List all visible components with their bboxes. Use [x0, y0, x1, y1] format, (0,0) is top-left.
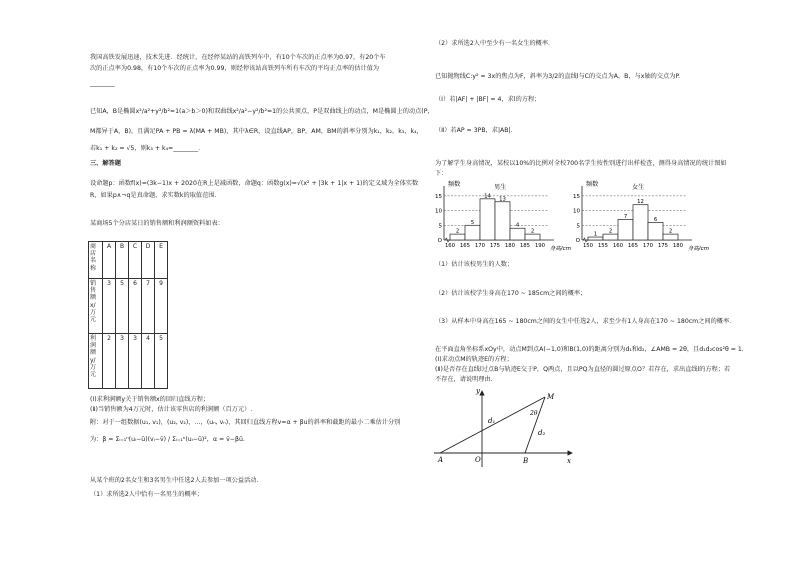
table-cell: 3 — [103, 279, 116, 334]
x-tick-label: 170 — [642, 243, 654, 249]
bar-value-label: 14 — [484, 193, 491, 200]
x-tick-label: 175 — [489, 243, 501, 249]
table-cell: 3 — [116, 334, 129, 389]
x-axis-title: 身高/cm — [549, 246, 571, 252]
y-tick-label: 5 — [438, 223, 442, 230]
q3-line1: 设命题p：函数f(x)=(3k−1)x + 2020在R上是减函数，命题q：函数g(x)=√(x² + |3k + 1|x + 1)的定义域为全体实数 — [90, 180, 419, 187]
q8-line3: (Ⅱ)是否存在直线l过点B与轨迹E交于P，Q两点，且以PQ为直径的圆过原点O？若存在，求出直线l的方程；若 — [435, 366, 731, 373]
histogram-bar — [510, 228, 525, 240]
geometry-diagram — [430, 385, 580, 470]
bar-value-label: 5 — [470, 219, 475, 226]
male-height-histogram — [432, 180, 571, 252]
table-cell: B — [116, 242, 129, 279]
q8-line4: 不存在，请说明理由. — [435, 376, 493, 383]
q4-part2: (Ⅱ)当销售额为4万元时，估计该零售店的利润额（百万元）. — [90, 406, 253, 413]
bar-value-label: 13 — [499, 196, 506, 203]
q8-line2: (Ⅰ)求动点M的轨迹E的方程； — [435, 356, 513, 363]
table-cell: 商店名称 — [89, 242, 103, 279]
bar-value-label: 12 — [637, 199, 644, 206]
y-origin-label: O — [575, 238, 580, 244]
histogram-bar — [633, 205, 648, 240]
q4-note1: 附：对于一组数据(u₁, v₁)，(u₂, v₂)，…，(uₙ, vₙ)，其回归直线方程v=α + βu的斜率和截距的最小二乘估计分别 — [90, 419, 401, 426]
table-cell: 5 — [116, 279, 129, 334]
table-cell: A — [103, 242, 116, 279]
table-row — [89, 334, 168, 389]
table-cell: 7 — [142, 279, 155, 334]
q6-part1: （Ⅰ）若|AF| + |BF| = 4，求l的方程； — [435, 96, 541, 103]
bar-value-label: 7 — [623, 213, 628, 220]
x-tick-label: 170 — [474, 243, 486, 249]
x-tick-label: 175 — [657, 243, 669, 249]
q4-note2: 为：β = Σᵢ₌₁ⁿ(uᵢ−ū)(vᵢ−v̄) / Σᵢ₌₁ⁿ(uᵢ−ū)²，α = v̄−βū. — [90, 436, 245, 443]
table-cell: 2 — [103, 334, 116, 389]
bar-value-label: 2 — [668, 228, 673, 235]
histogram-bar — [525, 234, 540, 240]
x-axis-label: x — [567, 457, 571, 465]
point-m-label: M — [547, 393, 555, 401]
q2-line1: 已知A，B是椭圆x²/a²+y²/b²=1(a＞b＞0)和双曲线x²/a²−y²/b²=1的公共顶点，P是双曲线上的动点，M是椭圆上的动点(P， — [90, 108, 434, 115]
y-axis-label: y — [476, 387, 480, 395]
table-cell: D — [142, 242, 155, 279]
bar-value-label: 2 — [455, 228, 460, 235]
y-axis-title: 频数 — [448, 181, 461, 188]
x-tick-label: 185 — [519, 243, 531, 249]
table-cell: 5 — [155, 334, 168, 389]
bar-value-label: 4 — [515, 222, 520, 229]
histogram-bar — [603, 234, 618, 240]
table-cell: 3 — [129, 334, 142, 389]
q3-line2: R，如果p∧¬q是真命题，求实数k的取值范围. — [90, 192, 217, 199]
table-cell: 利润额y/万元 — [89, 334, 103, 389]
point-a-label: A — [438, 456, 444, 464]
q7-intro-cont: 下： — [435, 170, 448, 177]
q5-part1: （1）求所选2人中恰有一名男生的概率； — [90, 491, 204, 498]
sales-table — [88, 241, 168, 389]
table-cell: C — [129, 242, 142, 279]
q1-blank: ________ — [90, 80, 115, 87]
table-cell: 销售额x/万元 — [89, 279, 103, 334]
d1-label: d₁ — [488, 417, 496, 425]
y-tick-label: 10 — [435, 208, 442, 215]
histogram-bar — [480, 199, 495, 240]
x-tick-label: 160 — [444, 243, 456, 249]
q7-part2: （2）估计该校学生身高在170 ~ 185cm之间的概率； — [435, 290, 587, 297]
histogram-bar — [465, 225, 480, 240]
histogram-bar — [495, 202, 510, 240]
angle-label: 2θ — [530, 410, 538, 417]
x-tick-label: 180 — [504, 243, 516, 249]
q4-part1: (Ⅰ)求利润额y关于销售额x的回归直线方程； — [90, 396, 210, 403]
point-b-label: B — [523, 457, 529, 465]
d2-label: d₂ — [538, 429, 546, 437]
bar-value-label: 6 — [653, 216, 658, 223]
chart-title: 男生 — [494, 184, 507, 191]
y-tick-label: 5 — [576, 223, 580, 230]
table-row — [89, 279, 168, 334]
q8-line1: 在平面直角坐标系xOy中，动点M到点A(−1,0)和B(1,0)的距离分别为d₁和d₂，∠AMB = 2θ，且d₁d₂cos²θ = 1. — [435, 346, 744, 353]
x-tick-label: 165 — [627, 243, 639, 249]
table-row — [89, 242, 168, 279]
segment-am — [440, 397, 545, 453]
table-cell: 9 — [155, 279, 168, 334]
q1-line1: 我国高铁发展迅速，技术先进．经统计，在经停某站的高铁列车中，有10个车次的正点率为0.97，有20个车 — [90, 54, 386, 61]
x-tick-label: 150 — [582, 243, 594, 249]
segment-bm — [525, 397, 545, 453]
x-tick-label: 160 — [612, 243, 624, 249]
q7-part1: （1）估计该校男生的人数； — [435, 261, 514, 268]
q5-part2: （2）求所选2人中至少有一名女生的概率. — [435, 40, 551, 47]
x-axis-title: 身高/cm — [687, 246, 709, 252]
x-tick-label: 155 — [597, 243, 609, 249]
q2-line2: M都异于A，B)，且满足PA + PB = λ(MA + MB)，其中λ∈R，设直线AP，BP，AM，BM的斜率分别为k₁，k₂，k₃，k₄， — [90, 128, 423, 135]
histogram-bar — [618, 219, 633, 240]
y-tick-label: 10 — [573, 208, 580, 215]
histogram-bar — [648, 222, 663, 240]
histogram-bar — [450, 234, 465, 240]
q7-part3: （3）从样本中身高在165 ~ 180cm之间的女生中任选2人，求至少有1人身高在170 ~ 180cm之间的概率. — [435, 318, 732, 325]
q6-part2: （Ⅱ）若AP = 3PB，求|AB|. — [435, 127, 513, 134]
y-tick-label: 15 — [573, 193, 580, 200]
y-origin-label: O — [437, 238, 442, 244]
chart-title: 女生 — [632, 184, 645, 191]
bar-value-label: 1 — [593, 231, 598, 238]
section-heading: 三、解答题 — [90, 160, 121, 167]
x-tick-label: 180 — [672, 243, 684, 249]
bar-value-label: 2 — [530, 228, 535, 235]
q5-intro: 从某个班的2名女生和3名男生中任选2人去参加一项公益活动. — [90, 477, 259, 484]
point-o-label: O — [475, 456, 481, 464]
table-cell: 4 — [142, 334, 155, 389]
female-height-histogram — [570, 180, 709, 252]
y-tick-label: 15 — [435, 193, 442, 200]
y-axis-title: 频数 — [586, 181, 599, 188]
histogram-bar — [663, 234, 678, 240]
q2-line3: 若k₁ + k₂ = √5，则k₃ + k₄=________. — [90, 145, 200, 152]
q7-intro: 为了解学生身高情况，某校以10%的比例对全校700名学生按性别进行出样检查，测得身高情况的统计图如 — [435, 160, 727, 167]
bar-value-label: 2 — [608, 228, 613, 235]
q4-intro: 某商场5个分店某日的销售额和利润额资料如表： — [90, 220, 224, 227]
x-tick-label: 165 — [459, 243, 471, 249]
q6-intro: 已知抛物线C:y² = 3x的焦点为F，斜率为3/2的直线l与C的交点为A，B，与x轴的交点为P. — [435, 73, 681, 80]
q1-line2: 次的正点率为0.98，有10个车次的正点率为0.99，则经停该站高铁列车所有车次的平均正点率的估计值为 — [90, 65, 380, 72]
x-tick-label: 190 — [534, 243, 546, 249]
table-cell: 6 — [129, 279, 142, 334]
table-cell: E — [155, 242, 168, 279]
